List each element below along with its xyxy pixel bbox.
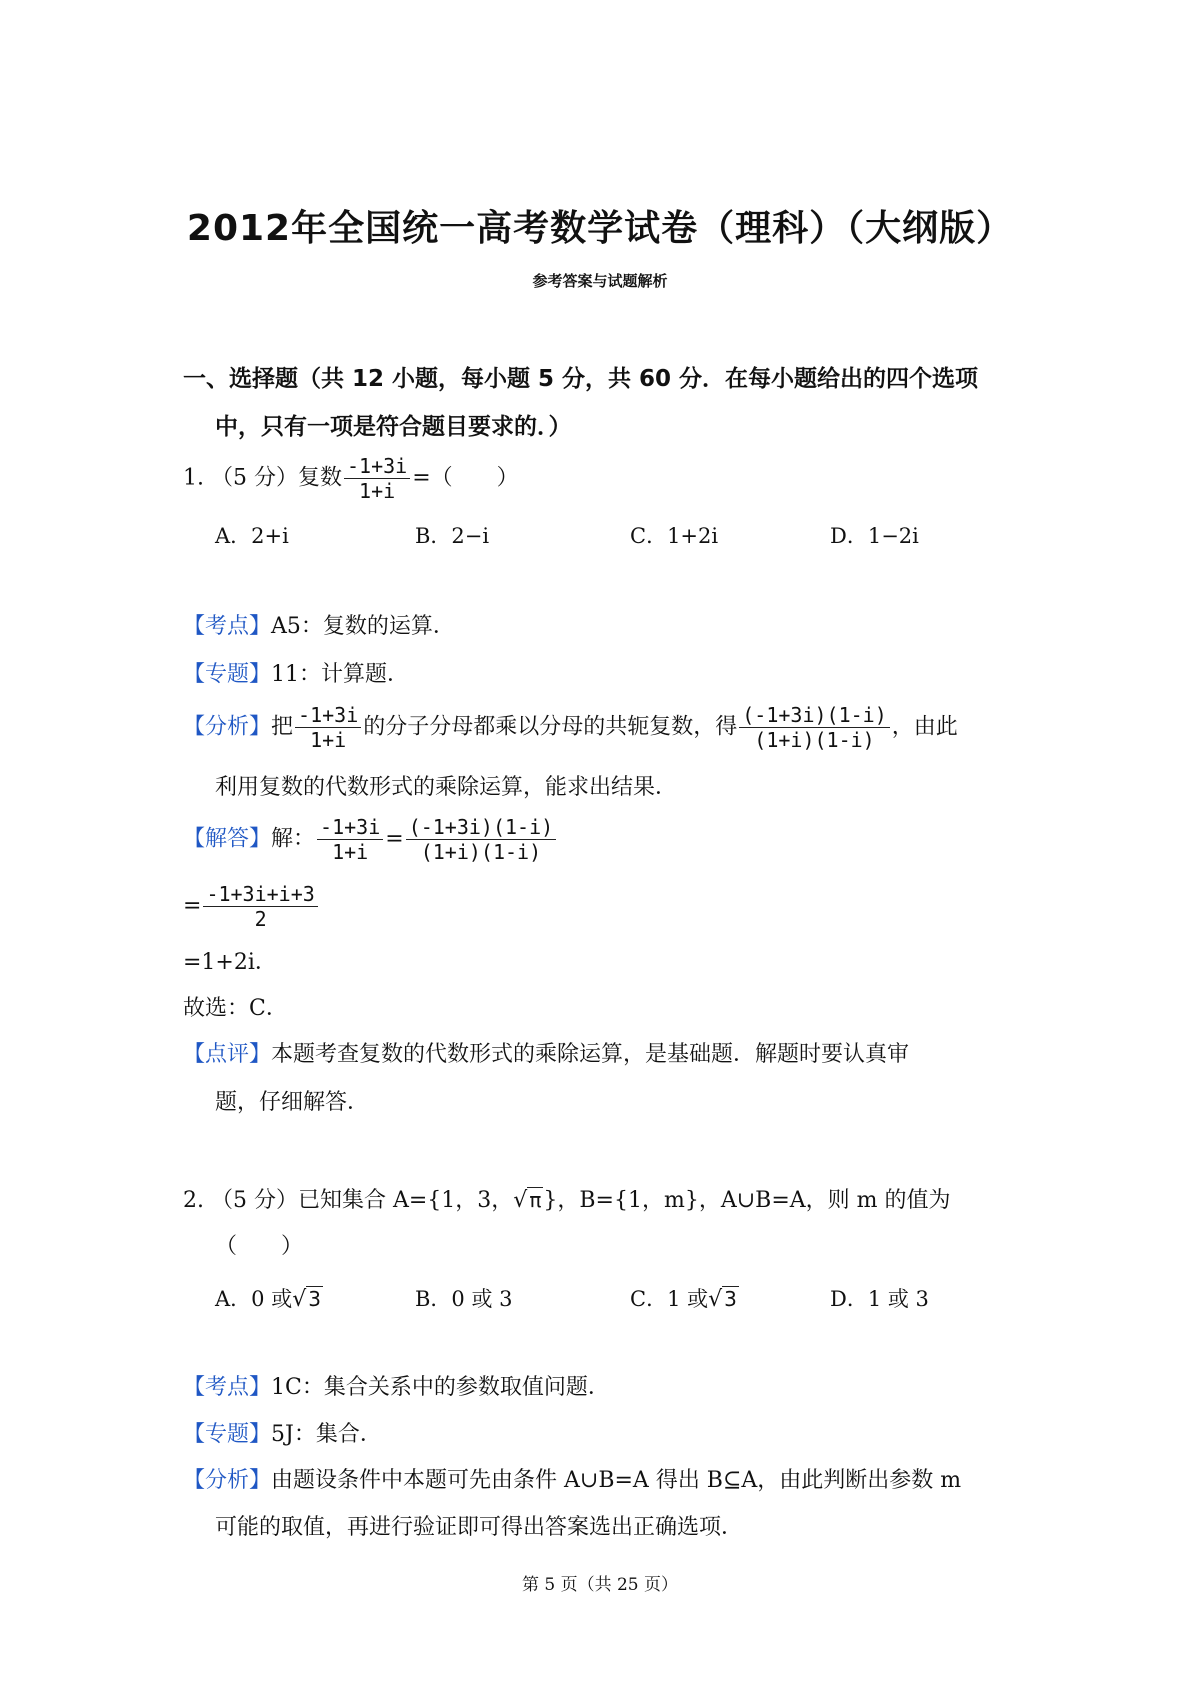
question-stem-suffix: =（ ） (412, 465, 519, 491)
dianping-text: 本题考查复数的代数形式的乘除运算，是基础题．解题时要认真审 (271, 1042, 910, 1067)
option-a (215, 1283, 323, 1313)
fraction-denominator: 2 (254, 907, 267, 931)
zhuanti-line (183, 660, 409, 690)
jieda-pre: 解： (271, 826, 316, 852)
fraction-numerator: -1+3i (295, 703, 361, 728)
fenxi-post: ，由此 (891, 714, 958, 740)
kaodian-text: A5：复数的运算． (271, 614, 455, 639)
zhuanti-tag: 【专题】 (183, 662, 272, 687)
kaodian-line (183, 1373, 610, 1403)
zhuanti-tag: 【专题】 (183, 1422, 272, 1447)
page-title: 2012年全国统一高考数学试卷（理科）（大纲版） (186, 208, 1014, 249)
sqrt-expression: √ 3 (708, 1287, 737, 1312)
option-d: D．1 或 3 (830, 1287, 929, 1311)
fenxi-pre: 把 (271, 714, 294, 740)
dianping-line (183, 1040, 909, 1070)
fraction-denominator: (1+i)(1-i) (754, 728, 875, 752)
question-1-stem (183, 454, 519, 503)
fenxi-text: 由题设条件中本题可先由条件 A∪B=A 得出 B⊆A，由此判断出参数 m (271, 1468, 962, 1493)
fraction-numerator: -1+3i+i+3 (203, 882, 317, 907)
fraction-numerator: (-1+3i)(1-i) (406, 815, 557, 840)
page-footer: 第 5 页（共 25 页） (521, 1575, 679, 1595)
fraction (406, 815, 557, 864)
fraction-denominator: (1+i)(1-i) (420, 840, 542, 864)
option-b: B．0 或 3 (415, 1287, 513, 1311)
answer-choice: 故选：C． (183, 996, 288, 1021)
solution-step-3: =1+2i． (183, 950, 277, 975)
question-2-stem (183, 1185, 950, 1216)
sqrt-radicand: 3 (308, 1287, 321, 1311)
page-subtitle: 参考答案与试题解析 (532, 272, 668, 290)
sqrt-expression: √ π (513, 1188, 542, 1213)
zhuanti-line (183, 1420, 382, 1450)
jieda-line (183, 815, 558, 864)
dianping-line2: 题，仔细解答． (215, 1090, 370, 1115)
fraction (344, 454, 410, 503)
option-a: A．2+i (215, 524, 289, 548)
question-stem-b: }，B={1，m}，A∪B=A，则 m 的值为 (543, 1188, 951, 1213)
kaodian-text: 1C：集合关系中的参数取值问题． (271, 1375, 610, 1400)
option-d: D．1−2i (830, 524, 919, 548)
fenxi-tag: 【分析】 (183, 714, 272, 740)
option-c (630, 1283, 739, 1313)
option-c: C．1+2i (630, 524, 719, 548)
fenxi-line2: 可能的取值，再进行验证即可得出答案选出正确选项． (215, 1515, 744, 1540)
sqrt-radicand: π (529, 1188, 542, 1212)
fraction (295, 703, 361, 752)
fraction-denominator: 1+i (332, 840, 369, 864)
sqrt-expression: √ 3 (292, 1287, 321, 1312)
fraction-numerator: -1+3i (344, 454, 410, 479)
jieda-tag: 【解答】 (183, 826, 272, 852)
equals-sign: = (385, 826, 404, 852)
equals-sign: = (183, 893, 202, 919)
section-heading-line1: 一、选择题（共 12 小题，每小题 5 分，共 60 分．在每小题给出的四个选项 (183, 366, 979, 392)
option-b: B．2−i (415, 524, 490, 548)
fraction (739, 703, 890, 752)
fenxi-line2: 利用复数的代数形式的乘除运算，能求出结果． (215, 775, 678, 800)
fenxi-tag: 【分析】 (183, 1468, 272, 1493)
fraction-numerator: (-1+3i)(1-i) (739, 703, 890, 728)
fenxi-line (183, 1466, 961, 1496)
question-number: 1. (183, 465, 204, 491)
fraction (203, 882, 317, 931)
zhuanti-text: 5J：集合． (271, 1422, 382, 1447)
dianping-tag: 【点评】 (183, 1042, 272, 1067)
solution-step-2 (183, 882, 320, 931)
kaodian-tag: 【考点】 (183, 1375, 272, 1400)
kaodian-tag: 【考点】 (183, 614, 272, 639)
fraction (317, 815, 383, 864)
section-heading-line2: 中，只有一项是符合题目要求的．） (215, 414, 572, 440)
kaodian-line (183, 612, 455, 642)
sqrt-radicand: 3 (724, 1287, 737, 1311)
fraction-denominator: 1+i (359, 479, 396, 503)
question-stem-prefix: （5 分）复数 (211, 465, 342, 491)
zhuanti-text: 11：计算题． (271, 662, 410, 687)
fraction-denominator: 1+i (310, 728, 347, 752)
question-stem-a: （5 分）已知集合 A={1，3， (211, 1188, 514, 1213)
fenxi-mid: 的分子分母都乘以分母的共轭复数，得 (363, 714, 738, 740)
option-label: A．0 或 (215, 1287, 293, 1311)
question-number: 2. (183, 1188, 204, 1213)
option-label: C．1 或 (630, 1287, 709, 1311)
fenxi-line (183, 703, 958, 752)
question-2-stem-line2: （ ） (215, 1234, 304, 1259)
fraction-numerator: -1+3i (317, 815, 383, 840)
